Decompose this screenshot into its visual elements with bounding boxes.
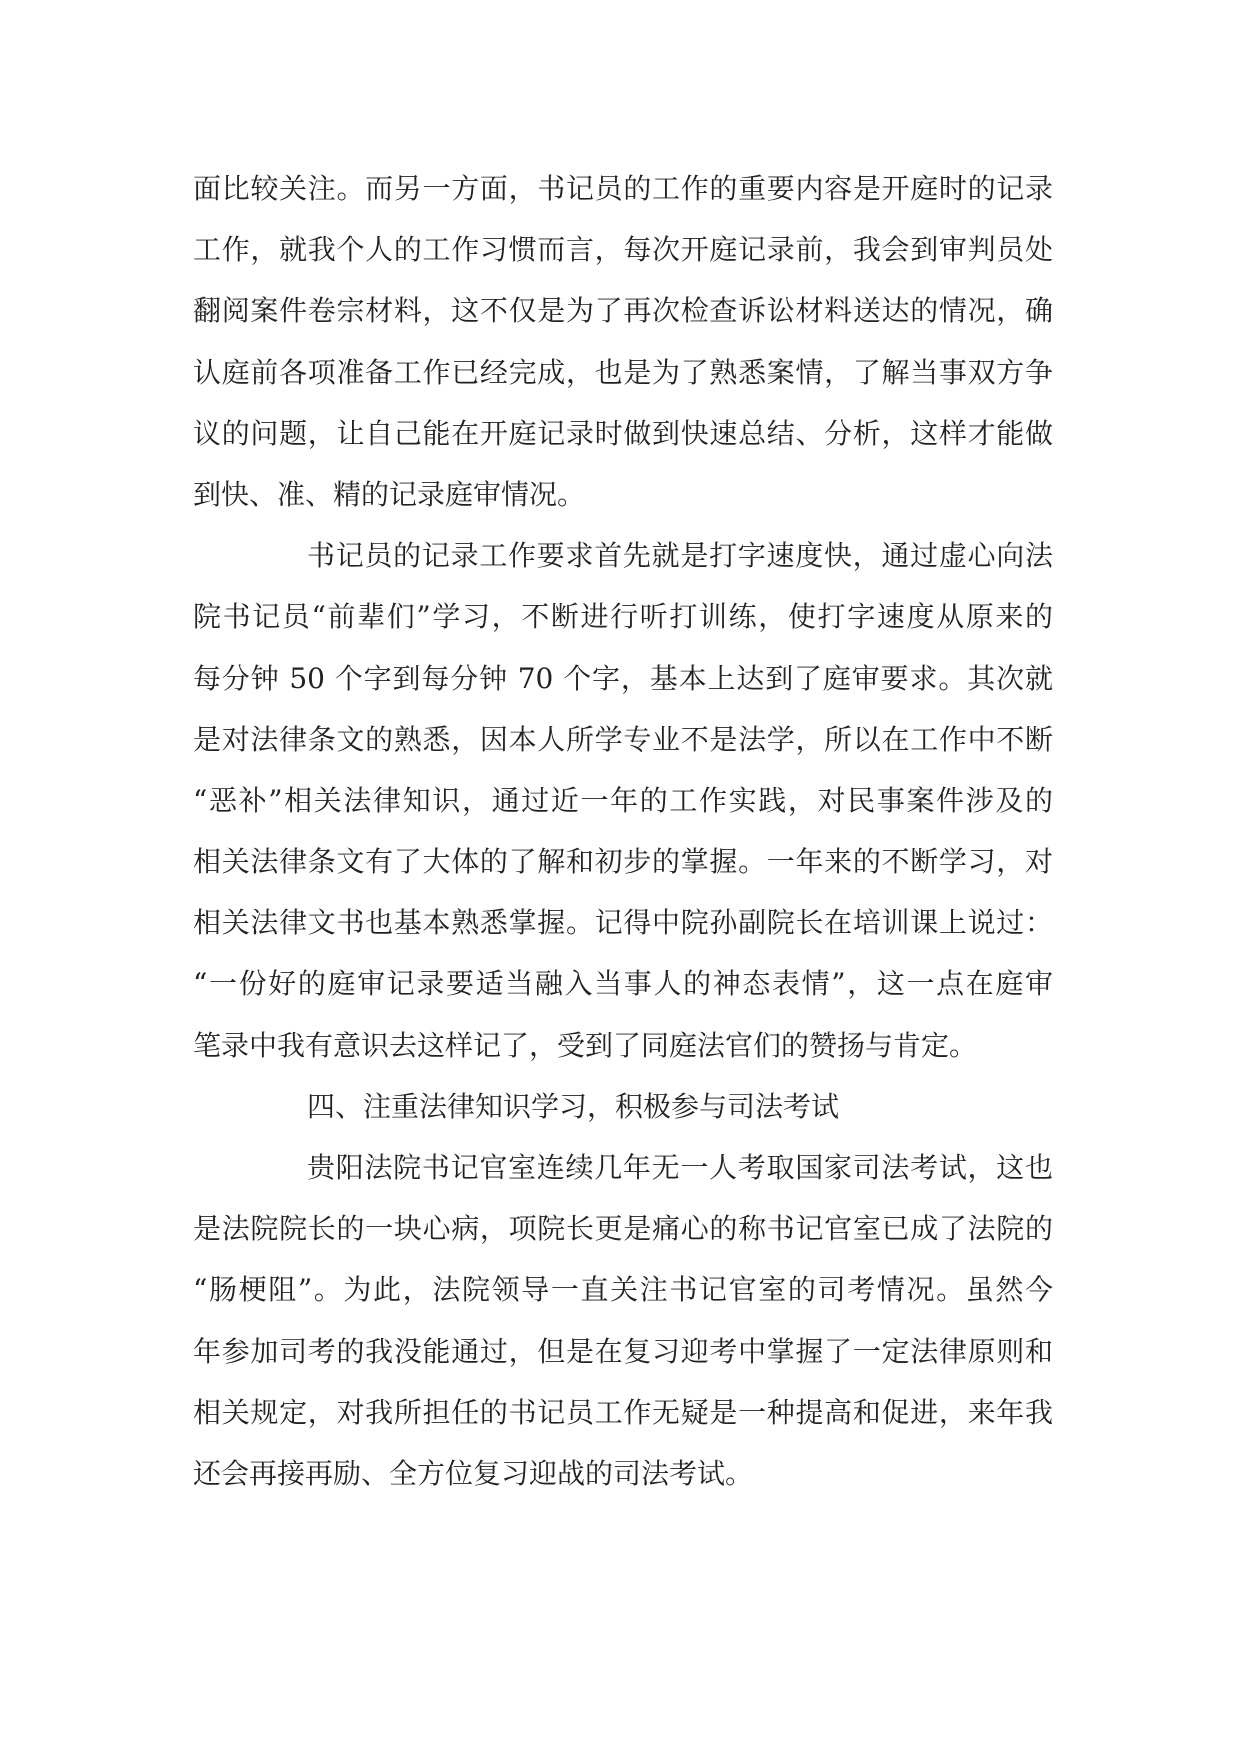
text-line: 每分钟 50 个字到每分钟 70 个字，基本上达到了庭审要求。其次就 <box>193 661 1053 695</box>
text-line: 相关法律文书也基本熟悉掌握。记得中院孙副院长在培训课上说过： <box>193 906 1053 940</box>
text-line: 相关法律条文有了大体的了解和初步的掌握。一年来的不断学习，对 <box>193 845 1053 879</box>
text-line: 书记员的记录工作要求首先就是打字速度快，通过虚心向法 <box>307 539 1053 573</box>
text-line: “恶补”相关法律知识，通过近一年的工作实践，对民事案件涉及的 <box>193 783 1053 817</box>
text-line: 到快、准、精的记录庭审情况。 <box>193 477 586 511</box>
text-line: 年参加司考的我没能通过，但是在复习迎考中掌握了一定法律原则和 <box>193 1334 1053 1368</box>
text-line: 认庭前各项准备工作已经完成，也是为了熟悉案情，了解当事双方争 <box>193 355 1053 389</box>
text-line: 还会再接再励、全方位复习迎战的司法考试。 <box>193 1456 754 1490</box>
text-line: 相关规定，对我所担任的书记员工作无疑是一种提高和促进，来年我 <box>193 1395 1053 1429</box>
text-line: “一份好的庭审记录要适当融入当事人的神态表情”，这一点在庭审 <box>193 967 1053 1001</box>
text-line: 四、注重法律知识学习，积极参与司法考试 <box>307 1089 840 1123</box>
text-line: 院书记员“前辈们”学习，不断进行听打训练，使打字速度从原来的 <box>193 600 1053 634</box>
text-line: 议的问题，让自己能在开庭记录时做到快速总结、分析，这样才能做 <box>193 416 1053 450</box>
document-body <box>193 158 1053 1504</box>
text-line: 是对法律条文的熟悉，因本人所学专业不是法学，所以在工作中不断 <box>193 722 1053 756</box>
text-line: 是法院院长的一块心病，项院长更是痛心的称书记官室已成了法院的 <box>193 1212 1053 1246</box>
text-line: 贵阳法院书记官室连续几年无一人考取国家司法考试，这也 <box>307 1151 1053 1184</box>
text-line: “肠梗阻”。为此，法院领导一直关注书记官室的司考情况。虽然今 <box>193 1273 1053 1307</box>
text-line: 面比较关注。而另一方面，书记员的工作的重要内容是开庭时的记录 <box>193 172 1053 205</box>
text-line: 笔录中我有意识去这样记了，受到了同庭法官们的赞扬与肯定。 <box>193 1028 978 1062</box>
text-line: 工作，就我个人的工作习惯而言，每次开庭记录前，我会到审判员处 <box>193 233 1053 267</box>
text-line: 翻阅案件卷宗材料，这不仅是为了再次检查诉讼材料送达的情况，确 <box>193 294 1053 328</box>
